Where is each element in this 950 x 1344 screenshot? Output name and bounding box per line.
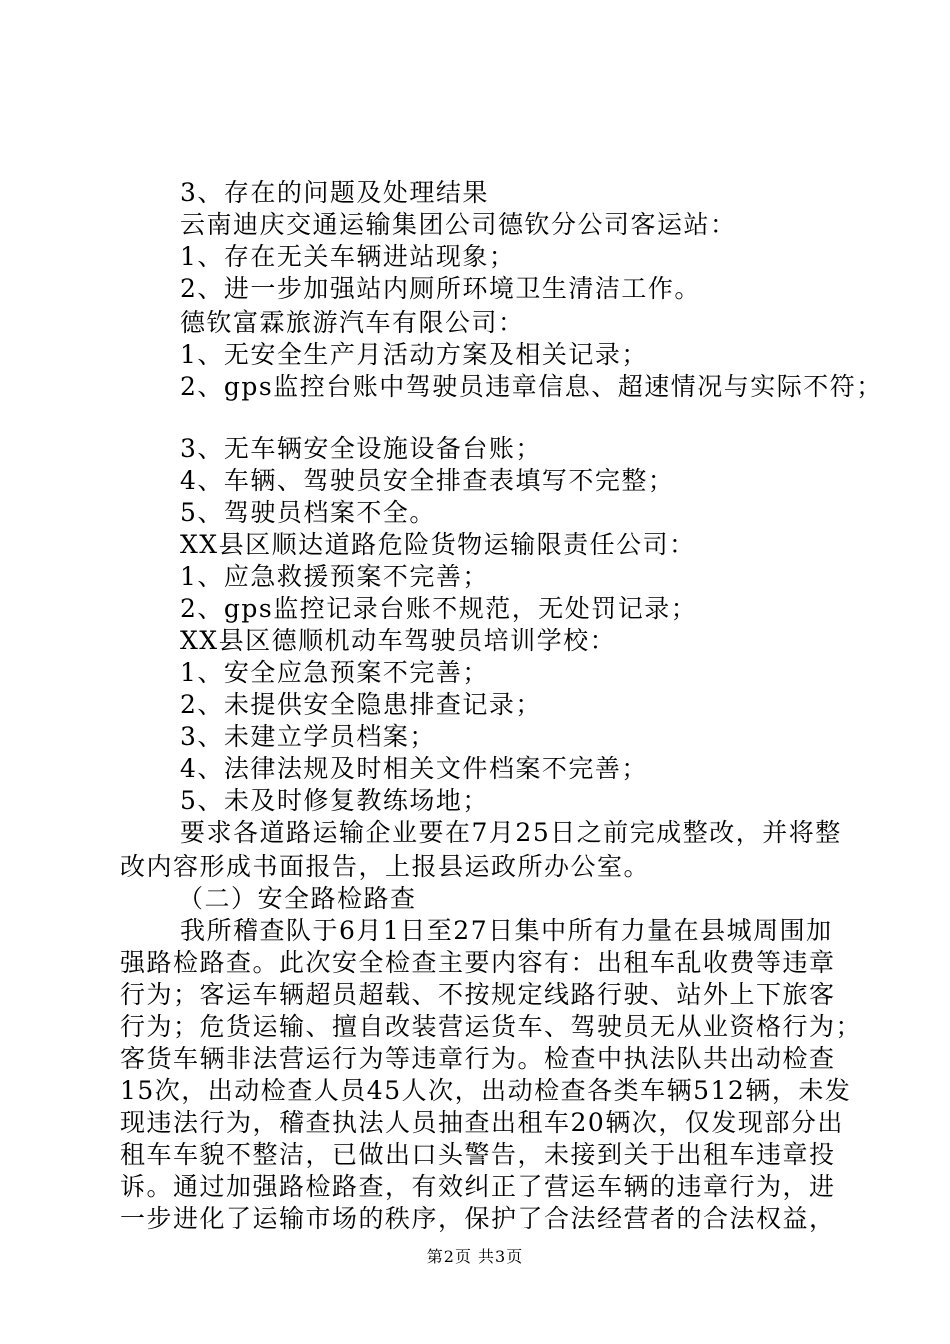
issue-item: 1、应急救援预案不完善；	[180, 562, 489, 591]
issue-item: 5、驾驶员档案不全。	[180, 498, 436, 527]
company-name: XX县区顺达道路危险货物运输限责任公司：	[180, 530, 696, 559]
issue-item: 2、进一步加强站内厕所环境卫生清洁工作。	[180, 274, 701, 303]
issue-item: 2、未提供安全隐患排查记录；	[180, 690, 542, 719]
paragraph-line: 我所稽查队于6月1日至27日集中所有力量在县城周围加	[180, 916, 833, 945]
paragraph-line: 行为；危货运输、擅自改装营运货车、驾驶员无从业资格行为；	[120, 1012, 863, 1041]
paragraph-line: 现违法行为，稽查执法人员抽查出租车20辆次，仅发现部分出	[120, 1108, 844, 1137]
paragraph-line: 诉。通过加强路检路查，有效纠正了营运车辆的违章行为，进	[120, 1172, 836, 1201]
paragraph-line: 15次，出动检查人员45人次，出动检查各类车辆512辆，未发	[120, 1076, 852, 1105]
paragraph-line: 要求各道路运输企业要在7月25日之前完成整改，并将整	[180, 818, 842, 847]
paragraph-line: 客货车辆非法营运行为等违章行为。检查中执法队共出动检查	[120, 1044, 836, 1073]
issue-item: 2、gps监控记录台账不规范，无处罚记录；	[180, 594, 698, 623]
page-number-footer: 第2页 共3页	[426, 1247, 524, 1266]
subsection-heading: （二）安全路检路查	[178, 884, 417, 913]
issue-item: 3、无车辆安全设施设备台账；	[180, 434, 542, 463]
issue-item: 1、无安全生产月活动方案及相关记录；	[180, 340, 648, 369]
issue-item: 1、存在无关车辆进站现象；	[180, 242, 516, 271]
issue-item: 2、gps监控台账中驾驶员违章信息、超速情况与实际不符；	[180, 372, 883, 401]
paragraph-line: 强路检路查。此次安全检查主要内容有：出租车乱收费等违章	[120, 948, 836, 977]
issue-item: 4、法律法规及时相关文件档案不完善；	[180, 754, 648, 783]
issue-item: 1、安全应急预案不完善；	[180, 658, 489, 687]
paragraph-line: 行为；客运车辆超员超载、不按规定线路行驶、站外上下旅客	[120, 980, 836, 1009]
company-name: 云南迪庆交通运输集团公司德钦分公司客运站：	[180, 210, 737, 239]
paragraph-line: 改内容形成书面报告，上报县运政所办公室。	[120, 852, 651, 881]
paragraph-line: 一步进化了运输市场的秩序，保护了合法经营者的合法权益，	[120, 1204, 836, 1233]
issue-item: 5、未及时修复教练场地；	[180, 786, 489, 815]
issue-item: 4、车辆、驾驶员安全排查表填写不完整；	[180, 466, 675, 495]
issue-item: 3、未建立学员档案；	[180, 722, 436, 751]
company-name: XX县区德顺机动车驾驶员培训学校：	[180, 626, 617, 655]
paragraph-line: 租车车貌不整洁，已做出口头警告，未接到关于出租车违章投	[120, 1140, 836, 1169]
company-name: 德钦富霖旅游汽车有限公司：	[180, 308, 525, 337]
section-heading: 3、存在的问题及处理结果	[180, 178, 489, 207]
